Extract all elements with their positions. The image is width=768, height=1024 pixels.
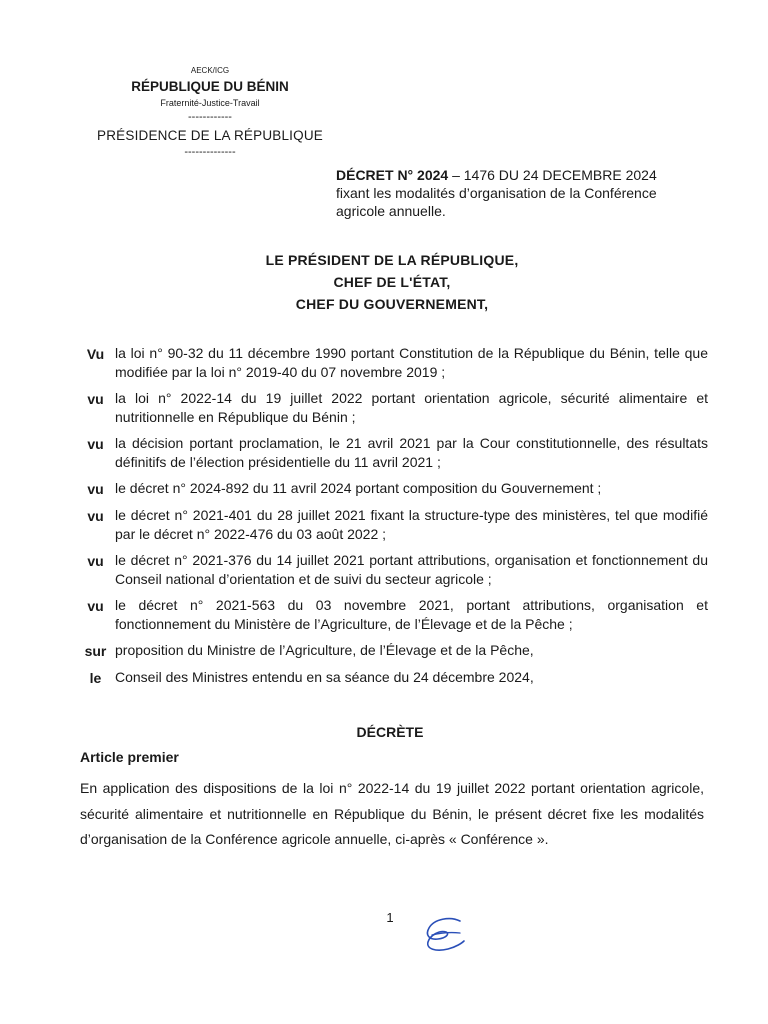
visa-text: la loi n° 90-32 du 11 décembre 1990 portant Constitution de la République du Bénin, telle que modifiée par la loi n° 2019-40 du 07 novembre 2019 ; [115, 345, 708, 380]
visa-item [76, 506, 708, 544]
visa-text: le décret n° 2024-892 du 11 avril 2024 portant composition du Gouvernement ; [115, 480, 602, 496]
separator-line: -------------- [184, 146, 236, 158]
visa-text: le décret n° 2021-563 du 03 novembre 2021, portant attributions, organisation et fonctionnement du Ministère de l’Agriculture, de l’Élevage et de la Pêche ; [115, 597, 708, 632]
head-of-state-line: CHEF DE L'ÉTAT, [333, 274, 451, 290]
visa-item [76, 551, 708, 589]
president-title [150, 249, 634, 315]
visa-label: vu [87, 436, 104, 452]
letterhead [80, 66, 340, 157]
visa-text: la loi n° 2022-14 du 19 juillet 2022 portant orientation agricole, sécurité alimentaire et nutritionnelle en République du Bénin ; [115, 390, 708, 425]
visa-item [76, 479, 708, 499]
visa-label: sur [84, 643, 107, 659]
article-text: En application des dispositions de la loi n° 2022-14 du 19 juillet 2022 portant orientation agricole, sécurité alimentaire et nutritionnelle en République du Bénin, le présent décret fixe les modalités d’organisation de la Conférence agricole annuelle, ci-après « Conférence ». [80, 780, 704, 847]
president-line: LE PRÉSIDENT DE LA RÉPUBLIQUE, [265, 252, 519, 268]
visas-list [76, 344, 708, 695]
visa-text: le décret n° 2021-376 du 14 juillet 2021 portant attributions, organisation et fonctionnement du Conseil national d’orientation et de suivi du secteur agricole ; [115, 552, 708, 587]
decree-number-label: DÉCRET N° 2024 [336, 167, 449, 183]
visa-label: le [89, 670, 102, 686]
article-title: Article premier [80, 749, 179, 765]
separator-line: ------------ [188, 111, 232, 123]
visa-item [76, 641, 708, 661]
decrete-heading: DÉCRÈTE [356, 724, 424, 740]
visa-text: la décision portant proclamation, le 21 avril 2021 par la Cour constitutionnelle, des résultats définitifs de l’élection présidentielle du 11 avril 2021 ; [115, 435, 708, 470]
visa-item [76, 389, 708, 427]
page-number: 1 [386, 910, 394, 925]
visa-text: Conseil des Ministres entendu en sa séance du 24 décembre 2024, [115, 669, 534, 685]
reference-code: AECK/ICG [190, 66, 230, 75]
visa-label: vu [87, 391, 104, 407]
visa-label: vu [87, 553, 104, 569]
visa-label: Vu [86, 346, 105, 362]
visa-item [76, 596, 708, 634]
visa-item [76, 434, 708, 472]
head-of-government-line: CHEF DU GOUVERNEMENT, [295, 296, 489, 312]
visa-text: le décret n° 2021-401 du 28 juillet 2021 fixant la structure-type des ministères, tel que modifié par le décret n° 2022-476 du 03 août 2022 ; [115, 507, 708, 542]
visa-item [76, 344, 708, 382]
decree-title [336, 166, 696, 220]
national-motto: Fraternité-Justice-Travail [160, 98, 260, 108]
presidency-title: PRÉSIDENCE DE LA RÉPUBLIQUE [97, 128, 323, 143]
visa-label: vu [87, 508, 104, 524]
visa-text: proposition du Ministre de l’Agriculture, de l’Élevage et de la Pêche, [115, 642, 534, 658]
visa-label: vu [87, 481, 104, 497]
decree-subject: fixant les modalités d’organisation de la Conférence agricole annuelle. [336, 185, 657, 219]
decree-number-date: – 1476 DU 24 DECEMBRE 2024 [448, 167, 657, 183]
visa-label: vu [87, 598, 104, 614]
handwritten-initials-icon [420, 915, 470, 955]
visa-item [76, 668, 708, 688]
country-name: RÉPUBLIQUE DU BÉNIN [131, 79, 289, 94]
